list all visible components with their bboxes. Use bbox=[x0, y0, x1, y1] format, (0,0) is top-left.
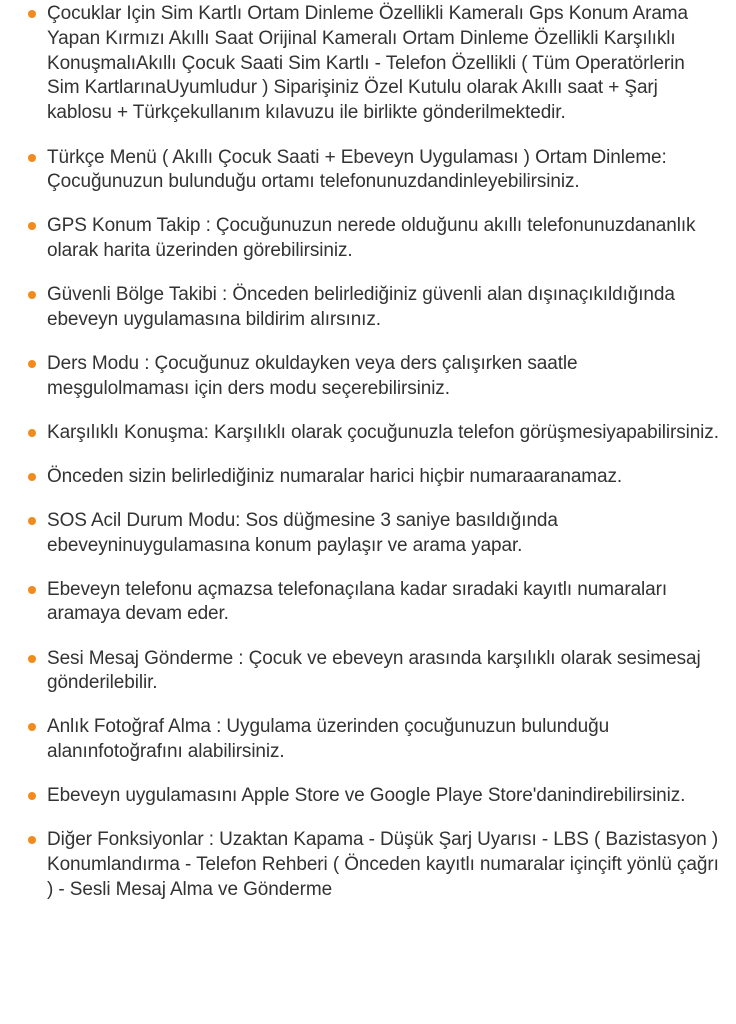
feature-text: Çocuklar Için Sim Kartlı Ortam Dinleme Özellikli Kameralı Gps Konum Arama Yapan Kırmızı Akıllı Saat Orijinal Kameralı Ortam Dinleme Özellikli Karşılıklı KonuşmalıAkıllı Çocuk Saati Sim Kartlı - Telefon Özellikli ( Tüm Operatörlerin Sim KartlarınaUyumludur ) Siparişiniz Özel Kutulu olarak Akıllı saat + Şarj kablosu + Türkçekullanım kılavuzu ile birlikte gönderilmektedir. bbox=[47, 3, 689, 124]
bullet-dot bbox=[28, 291, 36, 299]
feature-text: SOS Acil Durum Modu: Sos düğmesine 3 saniye basıldığında ebeveyninuygulamasına konum paylaşır ve arama yapar. bbox=[47, 510, 558, 556]
list-item bbox=[28, 352, 722, 401]
list-item bbox=[28, 283, 722, 332]
list-item bbox=[28, 214, 722, 263]
list-item bbox=[28, 578, 722, 627]
bullet-dot bbox=[28, 792, 36, 800]
list-item bbox=[28, 146, 722, 195]
feature-text: Ders Modu : Çocuğunuz okuldayken veya ders çalışırken saatle meşgulolmaması için ders modu seçerebilirsiniz. bbox=[47, 352, 578, 399]
bullet-dot bbox=[28, 154, 36, 162]
list-item bbox=[28, 421, 722, 446]
list-item bbox=[28, 465, 722, 490]
list-item bbox=[28, 784, 722, 809]
feature-text: Ebeveyn uygulamasını Apple Store ve Google Playe Store'danindirebilirsiniz. bbox=[47, 785, 686, 807]
bullet-dot bbox=[28, 10, 36, 18]
bullet-dot bbox=[28, 517, 36, 525]
bullet-dot bbox=[28, 360, 36, 368]
bullet-dot bbox=[28, 473, 36, 481]
list-item bbox=[28, 647, 722, 696]
bullet-dot bbox=[28, 836, 36, 844]
feature-text: Anlık Fotoğraf Alma : Uygulama üzerinden çocuğunuzun bulunduğu alanınfotoğrafını alabilirsiniz. bbox=[47, 716, 610, 763]
bullet-dot bbox=[28, 586, 36, 594]
feature-text: Diğer Fonksiyonlar : Uzaktan Kapama - Düşük Şarj Uyarısı - LBS ( Bazistasyon ) Konumlandırma - Telefon Rehberi ( Önceden kayıtlı numaralar içinçift yönlü çağrı ) - Sesli Mesaj Alma ve Gönderme bbox=[47, 829, 719, 900]
feature-text: Karşılıklı Konuşma: Karşılıklı olarak çocuğunuzla telefon görüşmesiyapabilirsiniz. bbox=[47, 421, 719, 443]
feature-text: GPS Konum Takip : Çocuğunuzun nerede olduğunu akıllı telefonunuzdananlık olarak harita üzerinden görebilirsiniz. bbox=[47, 215, 696, 261]
feature-text: Önceden sizin belirlediğiniz numaralar harici hiçbir numaraaranamaz. bbox=[47, 465, 623, 487]
bullet-dot bbox=[28, 655, 36, 663]
feature-text: Sesi Mesaj Gönderme : Çocuk ve ebeveyn arasında karşılıklı olarak sesimesaj gönderilebilir. bbox=[47, 647, 701, 694]
list-item bbox=[28, 509, 722, 558]
list-item bbox=[28, 828, 722, 902]
feature-text: Ebeveyn telefonu açmazsa telefonaçılana kadar sıradaki kayıtlı numaraları aramaya devam eder. bbox=[47, 578, 668, 625]
list-item bbox=[28, 2, 722, 126]
feature-text: Türkçe Menü ( Akıllı Çocuk Saati + Ebeveyn Uygulaması ) Ortam Dinleme: Çocuğunuzun bulunduğu ortamı telefonunuzdandinleyebilirsiniz. bbox=[47, 146, 667, 193]
bullet-dot bbox=[28, 222, 36, 230]
bullet-dot bbox=[28, 429, 36, 437]
bullet-dot bbox=[28, 723, 36, 731]
feature-text: Güvenli Bölge Takibi : Önceden belirlediğiniz güvenli alan dışınaçıkıldığında ebeveyn uygulamasına bildirim alırsınız. bbox=[47, 284, 675, 330]
list-item bbox=[28, 715, 722, 764]
